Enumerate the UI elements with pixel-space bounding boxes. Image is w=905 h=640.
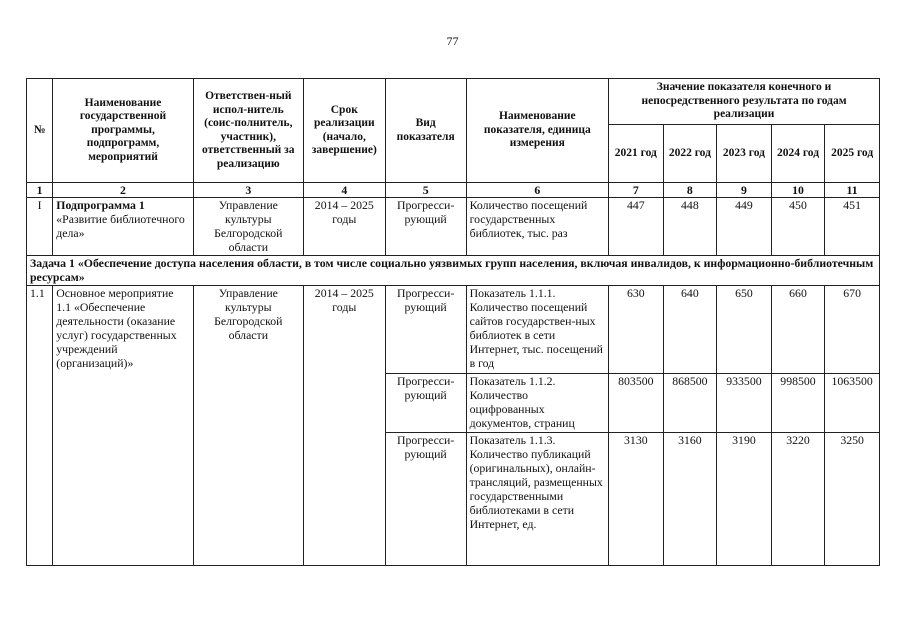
subprogram-subtitle: «Развитие библиотечного дела»: [56, 212, 185, 240]
header-no: №: [27, 79, 53, 183]
subprogram-title: Подпрограмма 1: [56, 198, 145, 212]
subprogram-period: 2014 – 2025 годы: [303, 198, 385, 256]
activity-name: Основное мероприятие 1.1 «Обеспечение деятельности (оказание услуг) государственных учреждений (организаций)»: [53, 286, 193, 566]
column-number: 4: [303, 183, 385, 198]
indicator-type: Прогресси-рующий: [385, 286, 466, 374]
indicator-value: 803500: [609, 374, 664, 433]
subprogram-value: 451: [825, 198, 880, 256]
header-indicator-name: Наименование показателя, единица измерения: [466, 79, 608, 183]
indicator-value: 933500: [717, 374, 772, 433]
indicator-value: 660: [771, 286, 825, 374]
subprogram-name: [53, 198, 193, 256]
column-number: 5: [385, 183, 466, 198]
header-year: 2025 год: [825, 125, 880, 183]
column-number: 2: [53, 183, 193, 198]
indicator-value: 998500: [771, 374, 825, 433]
indicator-value: 670: [825, 286, 880, 374]
activity-period: 2014 – 2025 годы: [303, 286, 385, 566]
subprogram-row: [27, 198, 880, 256]
indicator-value: 3250: [825, 433, 880, 566]
indicator-name: Показатель 1.1.3. Количество публикаций (оригинальных), онлайн-трансляций, размещенных государственными библиотеками в сети Интернет, ед.: [466, 433, 608, 566]
column-number: 8: [663, 183, 717, 198]
activity-no: 1.1: [27, 286, 53, 566]
subprogram-value: 450: [771, 198, 825, 256]
indicator-value: 3160: [663, 433, 717, 566]
indicator-value: 650: [717, 286, 772, 374]
indicator-value: 3220: [771, 433, 825, 566]
header-period: Срок реализации (начало, завершение): [303, 79, 385, 183]
header-year: 2022 год: [663, 125, 717, 183]
subprogram-no: I: [27, 198, 53, 256]
indicator-value: 868500: [663, 374, 717, 433]
column-number: 10: [771, 183, 825, 198]
indicator-value: 640: [663, 286, 717, 374]
indicator-name: Показатель 1.1.2. Количество оцифрованных документов, страниц: [466, 374, 608, 433]
subprogram-executor: Управление культуры Белгородской области: [193, 198, 303, 256]
activity-executor: Управление культуры Белгородской области: [193, 286, 303, 566]
header-indicator-type: Вид показателя: [385, 79, 466, 183]
header-year: 2021 год: [609, 125, 664, 183]
indicator-value: 3130: [609, 433, 664, 566]
header-year: 2023 год: [717, 125, 772, 183]
indicator-value: 3190: [717, 433, 772, 566]
indicator-value: 630: [609, 286, 664, 374]
indicators-table: [26, 78, 880, 566]
task-text: Задача 1 «Обеспечение доступа населения области, в том числе социально уязвимых групп населения, включая инвалидов, к информационно-библиотечным ресурсам»: [27, 256, 880, 286]
subprogram-value: 448: [663, 198, 717, 256]
column-number: 6: [466, 183, 608, 198]
subprogram-type: Прогресси-рующий: [385, 198, 466, 256]
column-number: 9: [717, 183, 772, 198]
indicator-name: Показатель 1.1.1. Количество посещений сайтов государствен-ных библиотек в сети Интернет, тыс. посещений в год: [466, 286, 608, 374]
column-number: 3: [193, 183, 303, 198]
subprogram-value: 447: [609, 198, 664, 256]
header-year: 2024 год: [771, 125, 825, 183]
header-executor: Ответствен-ный испол-нитель (соис-полнитель, участник), ответственный за реализацию: [193, 79, 303, 183]
column-number: 11: [825, 183, 880, 198]
subprogram-value: 449: [717, 198, 772, 256]
header-values-group: Значение показателя конечного и непосредственного результата по годам реализации: [609, 79, 880, 125]
subprogram-indicator: Количество посещений государственных библиотек, тыс. раз: [466, 198, 608, 256]
indicator-row: [27, 286, 880, 374]
indicator-type: Прогресси-рующий: [385, 374, 466, 433]
header-program-name: Наименование государственной программы, подпрограмм, мероприятий: [53, 79, 193, 183]
indicator-type: Прогресси-рующий: [385, 433, 466, 566]
column-number: 1: [27, 183, 53, 198]
header-row: [27, 79, 880, 125]
page-number: 77: [446, 34, 459, 48]
column-number: 7: [609, 183, 664, 198]
indicator-value: 1063500: [825, 374, 880, 433]
task-row: [27, 256, 880, 286]
column-numbers-row: [27, 183, 880, 198]
